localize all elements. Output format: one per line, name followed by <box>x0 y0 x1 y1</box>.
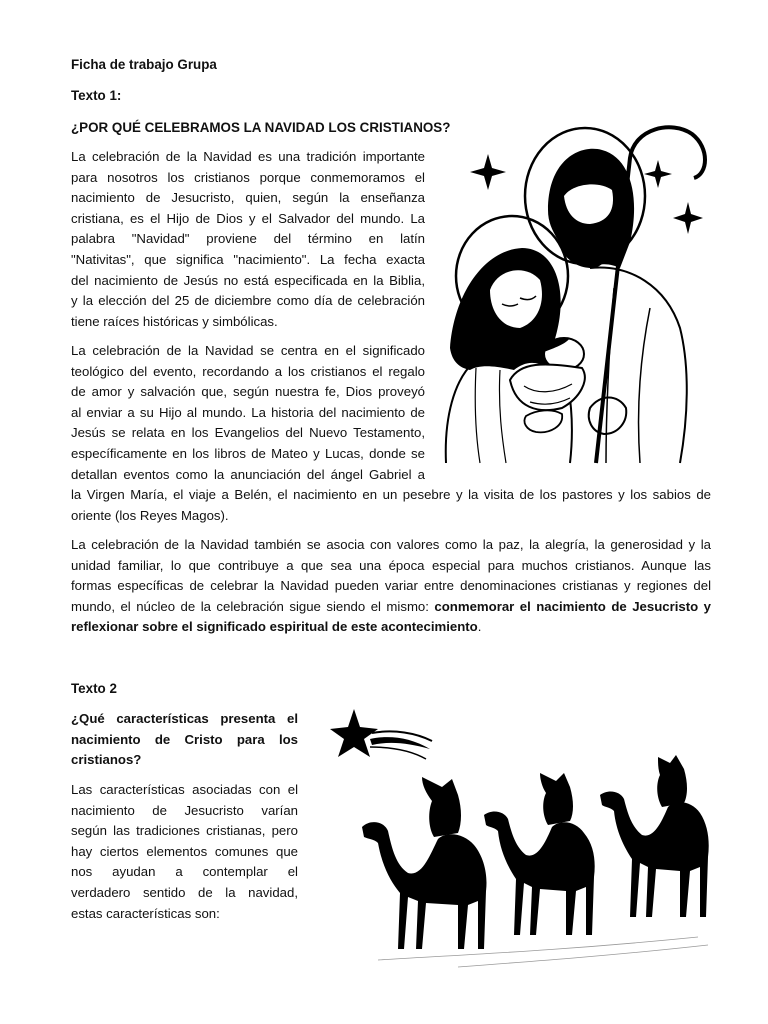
shooting-star-icon <box>330 709 432 759</box>
text2-question <box>71 709 298 771</box>
line-plain-text: . <box>477 619 482 635</box>
question-line: cristianos? <box>71 752 142 768</box>
camel-rider-silhouette <box>484 773 595 935</box>
text2-body <box>71 780 298 924</box>
paragraph-line: al enviar a su Hijo al mundo. La historia del nacimiento de <box>71 404 425 420</box>
paragraph-line: nacimiento de Jesucristo varían <box>71 802 298 818</box>
paragraph-line: tiene raíces históricas y simbólicas. <box>71 313 278 329</box>
paragraph-line: según las tradiciones cristianas, pero <box>71 823 298 839</box>
paragraph-line: la Virgen María, el viaje a Belén, el nacimiento en un pesebre y la visita de los pastores y los sabios de <box>71 487 711 503</box>
paragraph-line: formas específicas de celebrar la Navidad pueden variar entre denominaciones cristianas y regiones del <box>71 578 711 594</box>
star-icon <box>673 202 703 234</box>
paragraph-line: para nosotros los cristianos porque conmemoramos el <box>71 169 425 185</box>
star-icon <box>470 154 506 190</box>
paragraph-line <box>71 617 711 638</box>
paragraph-line: La celebración de la Navidad se centra en el significado <box>71 343 425 358</box>
text1-paragraph-3 <box>71 535 711 638</box>
paragraph-line: Las características asociadas con el <box>71 782 298 797</box>
text1-title: ¿POR QUÉ CELEBRAMOS LA NAVIDAD LOS CRISTIANOS? <box>71 120 451 135</box>
paragraph-line: verdadero sentido de la navidad, <box>71 884 298 900</box>
paragraph-line: teológico del evento, recordando a los cristianos el regalo <box>71 363 425 379</box>
paragraph-line: oriente (los Reyes Magos). <box>71 507 229 523</box>
paragraph-line: nos ayudan a contemplar el <box>71 864 298 880</box>
paragraph-line: hay ciertos elementos comunes que <box>71 843 298 859</box>
paragraph-line: específicamente en los libros de Mateo y Lucas, donde se <box>71 445 425 461</box>
camel-rider-silhouette <box>362 777 487 949</box>
paragraph-line: "Nativitas", que significa "nacimiento". La fecha exacta <box>71 251 425 267</box>
paragraph-line: detallan eventos como la anunciación del ángel Gabriel a <box>71 466 425 482</box>
nativity-illustration <box>440 118 720 478</box>
question-line: nacimiento de Cristo para los <box>71 731 298 747</box>
worksheet-title: Ficha de trabajo Grupa <box>71 57 217 72</box>
paragraph-line: Jesús se relata en los Evangelios del Nuevo Testamento, <box>71 425 425 441</box>
paragraph-line: estas características son: <box>71 905 220 921</box>
text1-label: Texto 1: <box>71 88 122 103</box>
paragraph-line: cristiana, es el Hijo de Dios y el Salvador del mundo. La <box>71 210 425 226</box>
paragraph-line: La celebración de la Navidad también se asocia con valores como la paz, la alegría, la generosidad y la <box>71 537 711 552</box>
camel-rider-silhouette <box>600 755 709 917</box>
paragraph-line: y la elección del 25 de diciembre como día de celebración <box>71 293 425 309</box>
line-plain-text: mundo, el núcleo de la celebración sigue siendo el mismo: <box>71 598 435 614</box>
text2-label: Texto 2 <box>71 681 117 696</box>
line-bold-text: conmemorar el nacimiento de Jesucristo y <box>434 598 711 614</box>
paragraph-line <box>71 597 711 618</box>
question-line: ¿Qué características presenta el <box>71 711 298 726</box>
paragraph-line: La celebración de la Navidad es una tradición importante <box>71 149 425 164</box>
wise-men-illustration <box>318 705 718 975</box>
paragraph-line: unidad familiar, lo que contribuye a que sea una época especial para muchos cristianos. Aunque las <box>71 557 711 573</box>
line-bold-text: reflexionar sobre el significado espiritual de este acontecimiento <box>71 619 478 635</box>
paragraph-line: de amor y salvación que, según nuestra fe, Dios proveyó <box>71 384 425 400</box>
paragraph-line: palabra "Navidad" proviene del término en latín <box>71 231 425 247</box>
paragraph-line: del nacimiento de Jesús no está especificada en la Biblia, <box>71 272 425 288</box>
text1-paragraph-1 <box>71 147 425 332</box>
paragraph-line: nacimiento de Jesucristo, quien, según la enseñanza <box>71 190 425 206</box>
star-icon <box>644 160 672 188</box>
